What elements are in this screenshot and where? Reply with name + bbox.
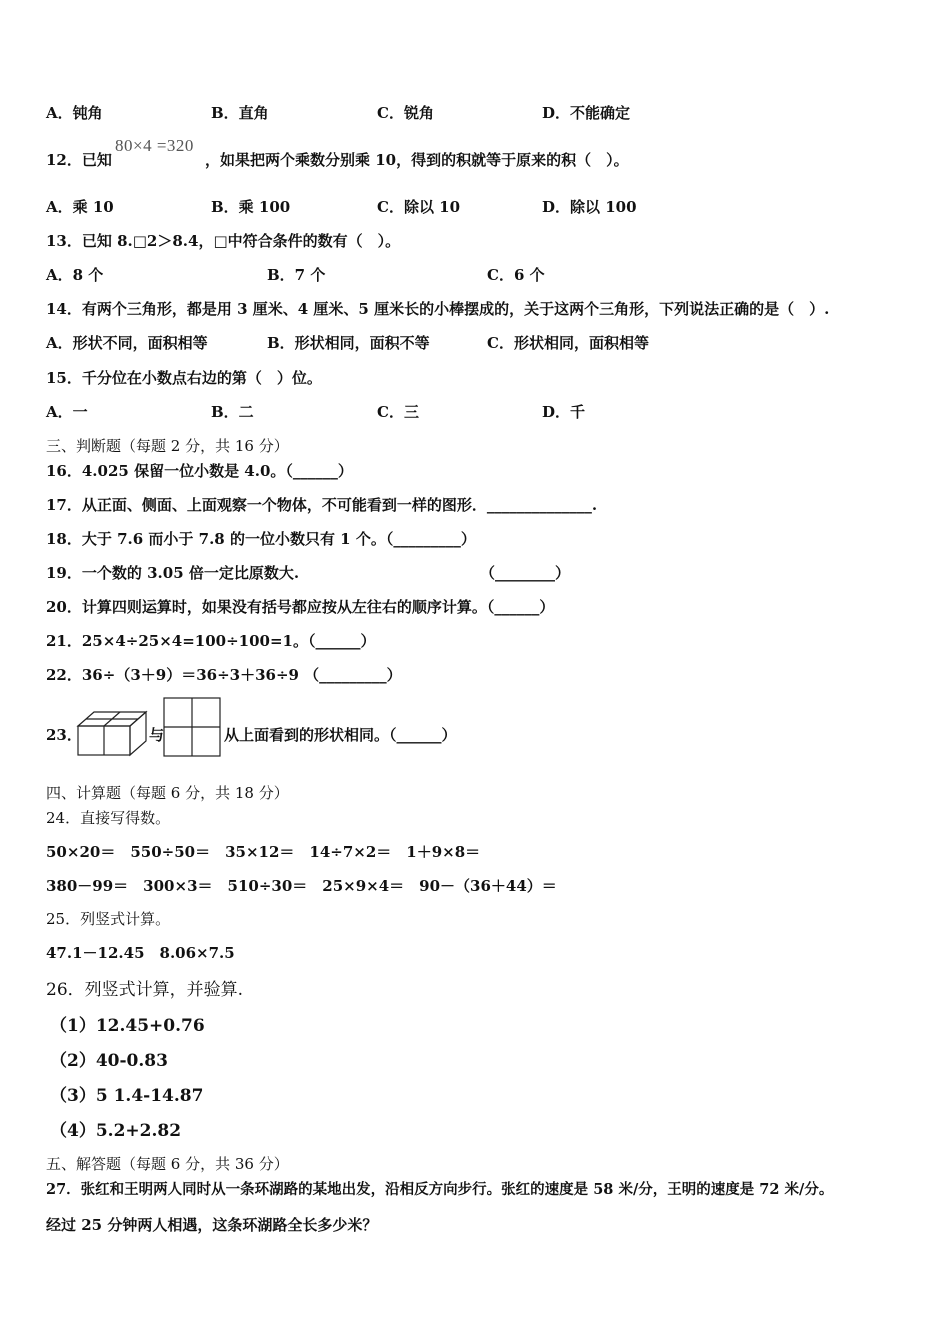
q15-option-b: B．二 xyxy=(211,403,254,421)
section-4-heading: 四、计算题（每题 6 分，共 18 分） xyxy=(46,784,289,802)
section-3-heading: 三、判断题（每题 2 分，共 16 分） xyxy=(46,437,289,455)
q16-statement: 16．4.025 保留一位小数是 4.0。（______） xyxy=(46,462,353,480)
q11-option-d: D．不能确定 xyxy=(542,104,631,122)
q12-formula: 80×4 =320 xyxy=(115,136,194,155)
q12-option-a: A．乘 10 xyxy=(46,198,114,216)
q13-option-a: A．8 个 xyxy=(46,266,104,284)
q14-option-b: B．形状相同，面积不等 xyxy=(267,334,430,352)
q13-option-c: C．6 个 xyxy=(487,266,545,284)
q12-question: ，如果把两个乘数分别乘 10，得到的积就等于原来的积（ ）。 xyxy=(205,151,629,169)
q26-title: 26．列竖式计算，并验算. xyxy=(46,980,244,1000)
q14-option-c: C．形状相同，面积相等 xyxy=(487,334,649,352)
q23-statement: 从上面看到的形状相同。（______） xyxy=(224,726,457,744)
q12-option-b: B．乘 100 xyxy=(211,198,291,216)
q23-row xyxy=(46,694,646,764)
q19-statement: 19．一个数的 3.05 倍一定比原数大. xyxy=(46,564,300,582)
q14-question: 14．有两个三角形，都是用 3 厘米、4 厘米、5 厘米长的小棒摆成的，关于这两个三角形，下列说法正确的是（ ）. xyxy=(46,300,830,318)
q26-item-1: （1）12.45+0.76 xyxy=(50,1016,205,1036)
q27-line-1: 27．张红和王明两人同时从一条环湖路的某地出发，沿相反方向步行。张红的速度是 58 米/分，王明的速度是 72 米/分。 xyxy=(46,1181,834,1198)
q24-row-1: 50×20＝ 550÷50＝ 35×12＝ 14÷7×2＝ 1＋9×8＝ xyxy=(46,843,481,861)
q26-item-3: （3）5 1.4-14.87 xyxy=(50,1086,204,1106)
q23-and: 与 xyxy=(149,726,165,744)
section-5-heading: 五、解答题（每题 6 分，共 36 分） xyxy=(46,1155,289,1173)
q12-option-d: D．除以 100 xyxy=(542,198,637,216)
q13-option-b: B．7 个 xyxy=(267,266,326,284)
q21-statement: 21．25×4÷25×4=100÷100=1。（______） xyxy=(46,632,376,650)
q27-line-2: 经过 25 分钟两人相遇，这条环湖路全长多少米？ xyxy=(46,1216,378,1234)
q22-statement: 22．36÷（3＋9）＝36÷3＋36÷9 （_________） xyxy=(46,666,402,684)
q24-row-2: 380－99＝ 300×3＝ 510÷30＝ 25×9×4＝ 90－（36＋44）＝ xyxy=(46,877,557,895)
q12-number: 12．已知 xyxy=(46,151,112,169)
q23-number: 23． xyxy=(46,726,82,744)
q11-option-b: B．直角 xyxy=(211,104,269,122)
q18-statement: 18．大于 7.6 而小于 7.8 的一位小数只有 1 个。（_________） xyxy=(46,530,476,548)
q20-statement: 20．计算四则运算时，如果没有括号都应按从左往右的顺序计算。（______） xyxy=(46,598,555,616)
q15-option-a: A．一 xyxy=(46,403,88,421)
q17-statement: 17．从正面、侧面、上面观察一个物体，不可能看到一样的图形．______________. xyxy=(46,496,598,514)
q25-title: 25．列竖式计算。 xyxy=(46,910,171,928)
q11-option-a: A．钝角 xyxy=(46,104,103,122)
q15-question: 15．千分位在小数点右边的第（ ）位。 xyxy=(46,369,322,387)
q15-option-d: D．千 xyxy=(542,403,586,421)
q26-item-2: （2）40-0.83 xyxy=(50,1051,168,1071)
q19-blank: （________） xyxy=(480,564,571,582)
q25-row: 47.1－12.45 8.06×7.5 xyxy=(46,944,235,962)
q12-option-c: C．除以 10 xyxy=(377,198,461,216)
cube-figure-stacked-icon xyxy=(162,694,226,758)
cube-figure-flat-icon xyxy=(76,708,150,758)
q11-option-c: C．锐角 xyxy=(377,104,434,122)
q26-item-4: （4）5.2+2.82 xyxy=(50,1121,182,1141)
q14-option-a: A．形状不同，面积相等 xyxy=(46,334,208,352)
q15-option-c: C．三 xyxy=(377,403,419,421)
q13-question: 13．已知 8.□2＞8.4，□中符合条件的数有（ ）。 xyxy=(46,232,401,250)
q24-title: 24．直接写得数。 xyxy=(46,809,171,827)
